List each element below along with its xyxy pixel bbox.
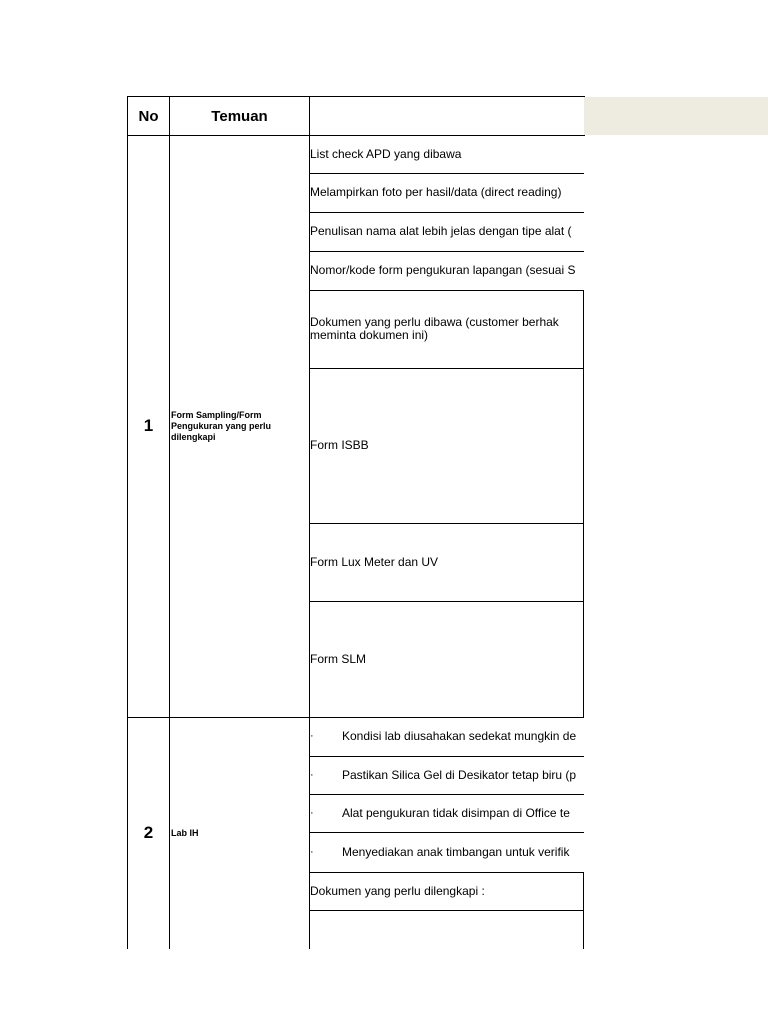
row-2-item-text: Alat pengukuran tidak disimpan di Office te <box>342 805 570 820</box>
row-1-item: Penulisan nama alat lebih jelas dengan tipe alat ( <box>309 212 584 252</box>
row-1-item: Form SLM <box>309 601 584 718</box>
row-1-item: Form ISBB <box>309 368 584 524</box>
row-2-item <box>309 794 584 833</box>
bullet-icon: · <box>310 768 314 781</box>
bullet-icon: · <box>310 845 314 858</box>
row-1-item: Nomor/kode form pengukuran lapangan (sesuai S <box>309 251 584 291</box>
bullet-icon: · <box>310 806 314 819</box>
row-1-item: Dokumen yang perlu dibawa (customer berhak meminta dokumen ini) <box>309 290 584 369</box>
bullet-icon: · <box>310 730 314 742</box>
row-2-item <box>309 832 584 873</box>
row-2-item-text: Kondisi lab diusahakan sedekat mungkin de <box>342 729 577 743</box>
row-1-temuan: Form Sampling/Form Pengukuran yang perlu dilengkapi <box>169 135 310 718</box>
header-temuan: Temuan <box>169 96 310 136</box>
row-2-item: Dokumen yang perlu dilengkapi : <box>309 872 584 911</box>
row-2-item <box>309 910 584 949</box>
row-2-item <box>309 756 584 795</box>
row-2-item <box>309 717 584 757</box>
row-2-item-text: Pastikan Silica Gel di Desikator tetap biru (p <box>342 767 577 782</box>
header-description <box>309 96 585 136</box>
row-1-item: Melampirkan foto per hasil/data (direct reading) <box>309 173 584 213</box>
row-2-temuan: Lab IH <box>169 717 310 949</box>
row-1-item: List check APD yang dibawa <box>309 135 584 174</box>
header-fill-band <box>584 97 768 135</box>
header-no: No <box>127 96 170 136</box>
row-1-number: 1 <box>127 135 170 718</box>
row-2-number: 2 <box>127 717 170 949</box>
row-2-item-text: Menyediakan anak timbangan untuk verifik <box>342 844 570 859</box>
row-1-item: Form Lux Meter dan UV <box>309 523 584 602</box>
